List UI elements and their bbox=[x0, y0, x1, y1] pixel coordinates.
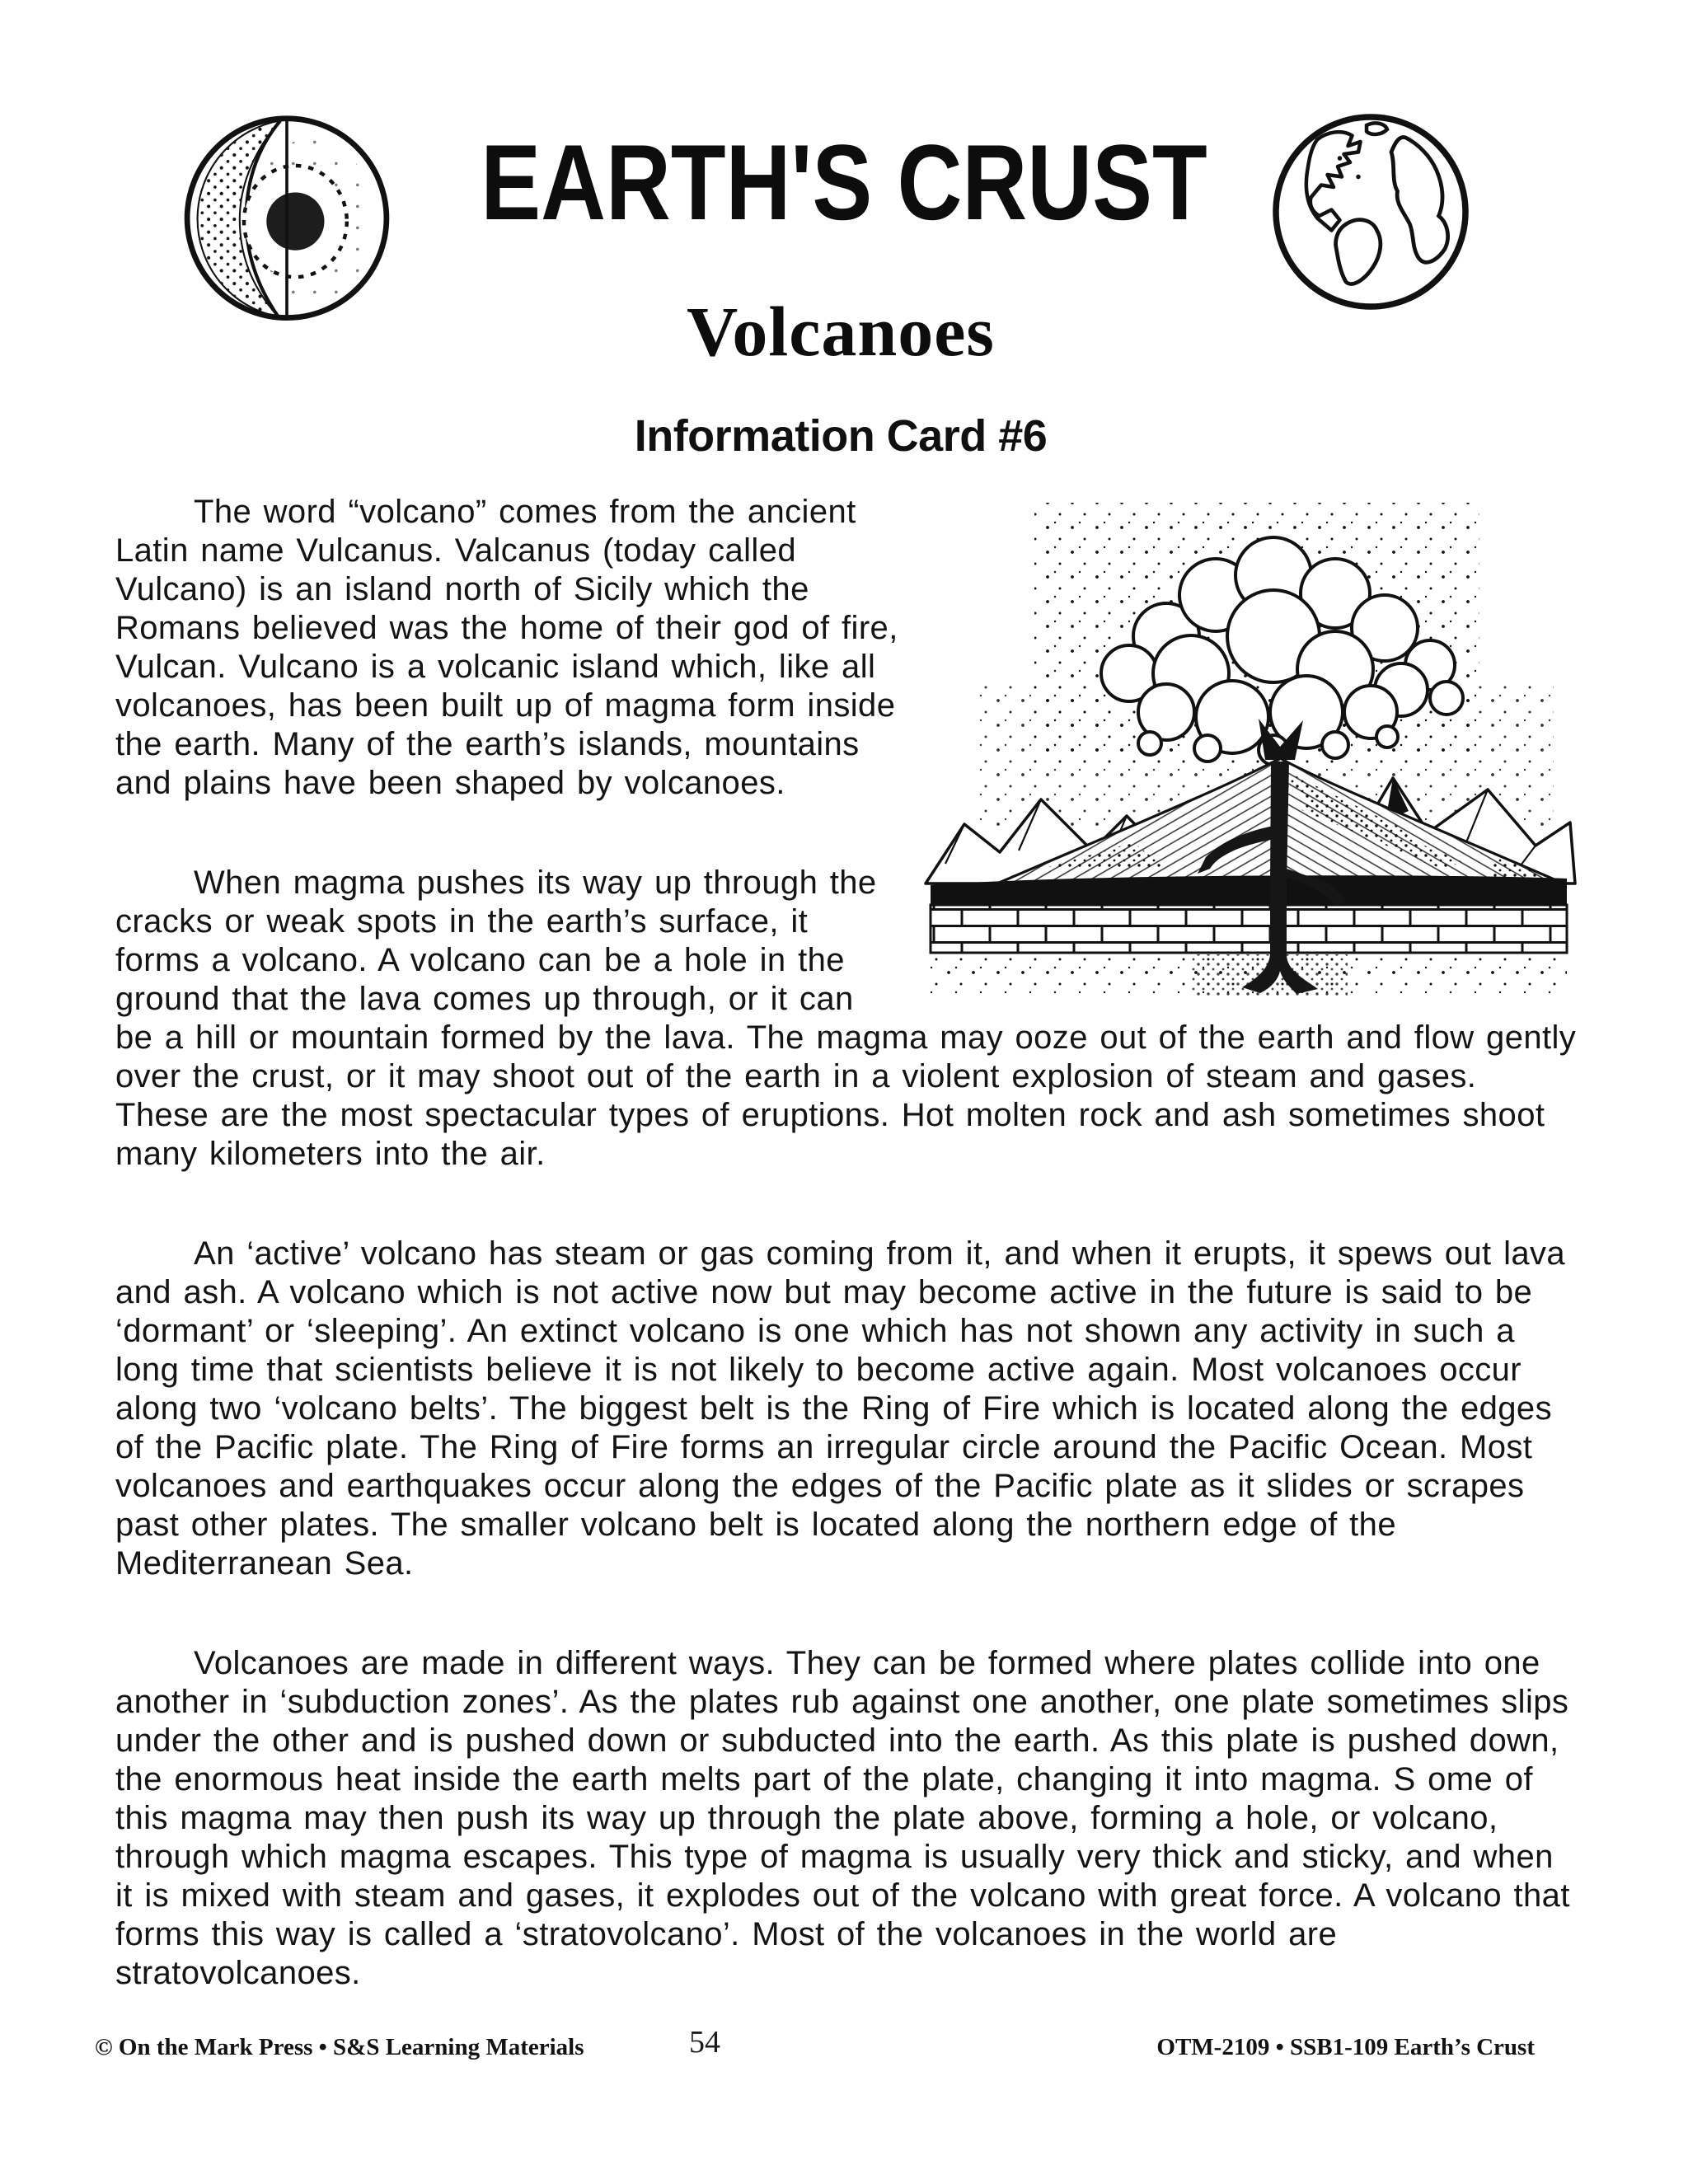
paragraph-4: Volcanoes are made in different ways. They can be formed where plates collide into one another in ‘subduction zones’. As the plates rub against one another, one plate sometimes slips under the other and is pushed down or subducted into the earth. As this plate is pushed down, the enormous heat inside the earth melts part of the plate, changing it into magma. S ome of this magma may then push its way up through the plate above, forming a hole, or volcano, through which magma escapes. This type of magma is usually very thick and sticky, and when it is mixed with steam and gases, it explodes out of the volcano with great force. A volcano that forms this way is called a ‘stratovolcano’. Most of the volcanoes in the world are stratovolcanoes. bbox=[115, 1645, 1570, 1991]
footer-publisher: © On the Mark Press • S&S Learning Materials bbox=[95, 2034, 584, 2060]
paragraph-2: When magma pushes its way up through the cracks or weak spots in the earth’s surface, it forms a volcano. A volcano can be a hole in the ground that the lava comes up through, or it can be a hill or mountain formed by the lava. The magma may ooze out of the earth and flow gently over the crust, or it may shoot out of the earth in a violent explosion of steam and gases. These are the most spectacular types of eruptions. Hot molten rock and ash sometimes shoot many kilometers into the air. bbox=[115, 865, 1577, 1172]
body-text bbox=[115, 493, 1578, 2054]
paragraph-1: The word “volcano” comes from the ancient Latin name Vulcanus. Valcanus (today called Vulcano) is an island north of Sicily which the Romans believed was the home of their god of fire, Vulcan. Vulcano is a volcanic island which, like all volcanoes, has been built up of magma form inside the earth. Many of the earth’s islands, mountains and plains have been shaped by volcanoes. bbox=[115, 494, 898, 801]
volcano-illustration bbox=[919, 496, 1578, 1001]
earth-globe-icon bbox=[1268, 109, 1474, 315]
paragraph-3: An ‘active’ volcano has steam or gas coming from it, and when it erupts, it spews out lava and ash. A volcano which is not active now but may become active in the future is said to be ‘dormant’ or ‘sleeping’. An extinct volcano is one which has not shown any activity in such a long time that scientists believe it is not likely to become active again. Most volcanoes occur along two ‘volcano belts’. The biggest belt is the Ring of Fire which is located along the edges of the Pacific plate. The Ring of Fire forms an irregular circle around the Pacific Ocean. Most volcanoes and earthquakes occur along the edges of the Pacific plate as it slides or scrapes past other plates. The smaller volcano belt is located along the northern edge of the Mediterranean Sea. bbox=[115, 1235, 1566, 1582]
page-subtitle: Volcanoes bbox=[687, 292, 995, 371]
card-label: Information Card #6 bbox=[634, 411, 1048, 461]
footer-product-code: OTM-2109 • SSB1-109 Earth’s Crust bbox=[1156, 2034, 1535, 2060]
footer-page-number: 54 bbox=[689, 2025, 720, 2060]
page-title: EARTH'S CRUST bbox=[481, 122, 1207, 242]
